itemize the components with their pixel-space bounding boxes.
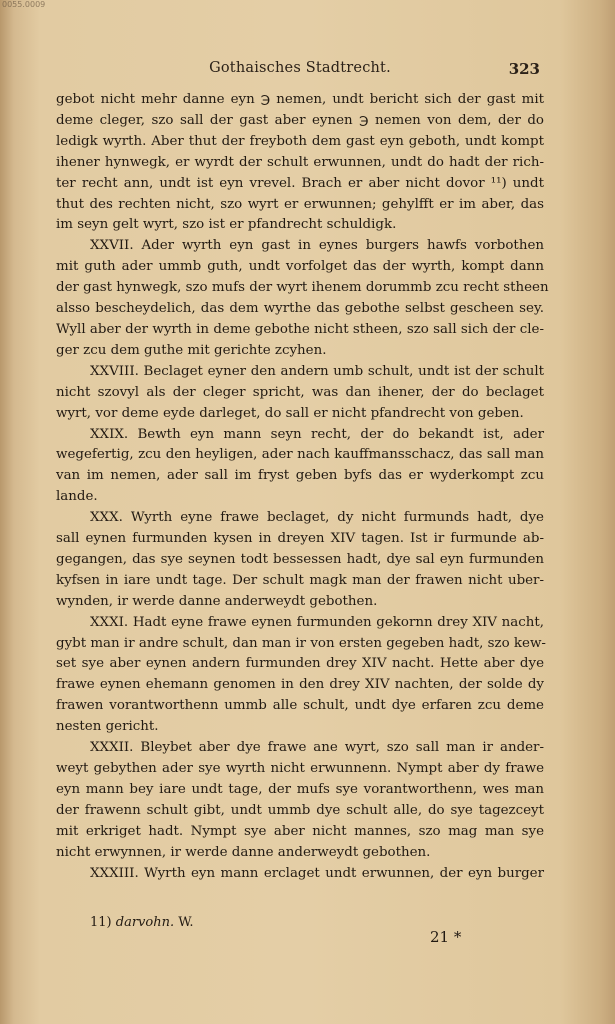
page-number: 323 <box>508 60 540 78</box>
text-line: XXXI. Hadt eyne frawe eynen furmunden gekornn drey XIV nacht, <box>90 614 544 630</box>
footnote-text: darvohn. <box>115 915 175 930</box>
text-line: gybt man ir andre schult, dan man ir von ersten gegeben hadt, szo kew- <box>56 635 546 651</box>
text-line: wegefertig, zcu den heyligen, ader nach kauffmansschacz, das sall man <box>56 447 544 463</box>
text-line: van im nemen, ader sall im fryst geben byfs das er wyderkompt zcu <box>56 468 544 484</box>
text-line: der gast hynwegk, szo mufs der wyrt ihenem dorummb zcu recht stheen <box>56 280 549 296</box>
scan-id: 0055.0009 <box>2 0 46 9</box>
text-line: XXXIII. Wyrth eyn mann erclaget undt erwunnen, der eyn burger <box>90 865 544 881</box>
text-line: XXXII. Bleybet aber dye frawe ane wyrt, szo sall man ir ander- <box>90 740 544 756</box>
text-line: deme cleger, szo sall der gast aber eynen ℈ nemen von dem, der do <box>56 112 544 128</box>
text-line: XXIX. Bewth eyn mann seyn recht, der do bekandt ist, ader <box>90 426 544 442</box>
text-line: XXX. Wyrth eyne frawe beclaget, dy nicht furmunds hadt, dye <box>90 510 544 526</box>
text-line: mit erkriget hadt. Nympt sye aber nicht mannes, szo mag man sye <box>56 823 544 839</box>
text-line: nicht erwynnen, ir werde danne anderweydt gebothen. <box>56 844 431 860</box>
text-line: ledigk wyrth. Aber thut der freyboth dem gast eyn geboth, undt kompt <box>56 133 544 149</box>
text-line: thut des rechten nicht, szo wyrt er erwunnen; gehylfft er im aber, das <box>56 196 544 212</box>
text-line: Wyll aber der wyrth in deme gebothe nicht stheen, szo sall sich der cle- <box>56 321 544 337</box>
text-line: kyfsen in iare undt tage. Der schult magk man der frawen nicht uber- <box>56 572 544 588</box>
text-line: gebot nicht mehr danne eyn ℈ nemen, undt bericht sich der gast mit <box>56 92 544 107</box>
text-line: wyrt, vor deme eyde darleget, do sall er nicht pfandrecht von geben. <box>56 405 524 421</box>
text-line: weyt gebythen ader sye wyrth nicht erwunnenn. Nympt aber dy frawe <box>56 761 544 776</box>
text-line: mit guth ader ummb guth, undt vorfolget das der wyrth, kompt dann <box>56 259 544 275</box>
running-title: Gothaisches Stadtrecht. <box>209 60 391 76</box>
text-line: frawen vorantworthenn ummb alle schult, undt dye erfaren zcu deme <box>56 698 544 714</box>
text-line: lande. <box>56 489 98 505</box>
text-line: wynden, ir werde danne anderweydt gebothen. <box>56 593 378 609</box>
page-header <box>56 60 544 82</box>
body-text <box>56 90 549 884</box>
text-line: nicht szovyl als der cleger spricht, was dan ihener, der do beclaget <box>56 384 544 400</box>
printer-signature: 21 * <box>430 928 462 946</box>
footnote-number: 11) <box>90 915 112 930</box>
text-line: alsso bescheydelich, das dem wyrthe das gebothe selbst gescheen sey. <box>56 301 544 317</box>
text-line: ihener hynwegk, er wyrdt der schult erwunnen, undt do hadt der rich- <box>56 154 544 170</box>
text-line: frawe eynen ehemann genomen in den drey XIV nachten, der solde dy <box>56 677 544 693</box>
text-line: set sye aber eynen andern furmunden drey XIV nacht. Hette aber dye <box>56 656 544 672</box>
footnote-source: W. <box>178 915 194 930</box>
text-line: XXVIII. Beclaget eyner den andern umb schult, undt ist der schult <box>90 363 544 379</box>
text-line: ter recht ann, undt ist eyn vrevel. Brach er aber nicht dovor ¹¹) undt <box>56 175 544 191</box>
text-line: nesten gericht. <box>56 719 159 735</box>
text-line: XXVII. Ader wyrth eyn gast in eynes burgers hawfs vorbothen <box>90 238 544 254</box>
footnote <box>90 915 193 930</box>
text-line: sall eynen furmunden kysen in dreyen XIV tagen. Ist ir furmunde ab- <box>56 531 544 547</box>
text-line: gegangen, das sye seynen todt bessessen hadt, dye sal eyn furmunden <box>56 551 544 567</box>
text-line: im seyn gelt wyrt, szo ist er pfandrecht schuldigk. <box>56 217 397 233</box>
text-line: eyn mann bey iare undt tage, der mufs sye vorantworthenn, wes man <box>56 781 544 797</box>
text-line: der frawenn schult gibt, undt ummb dye schult alle, do sye tagezceyt <box>56 802 544 818</box>
text-line: ger zcu dem guthe mit gerichte zcyhen. <box>56 342 327 358</box>
